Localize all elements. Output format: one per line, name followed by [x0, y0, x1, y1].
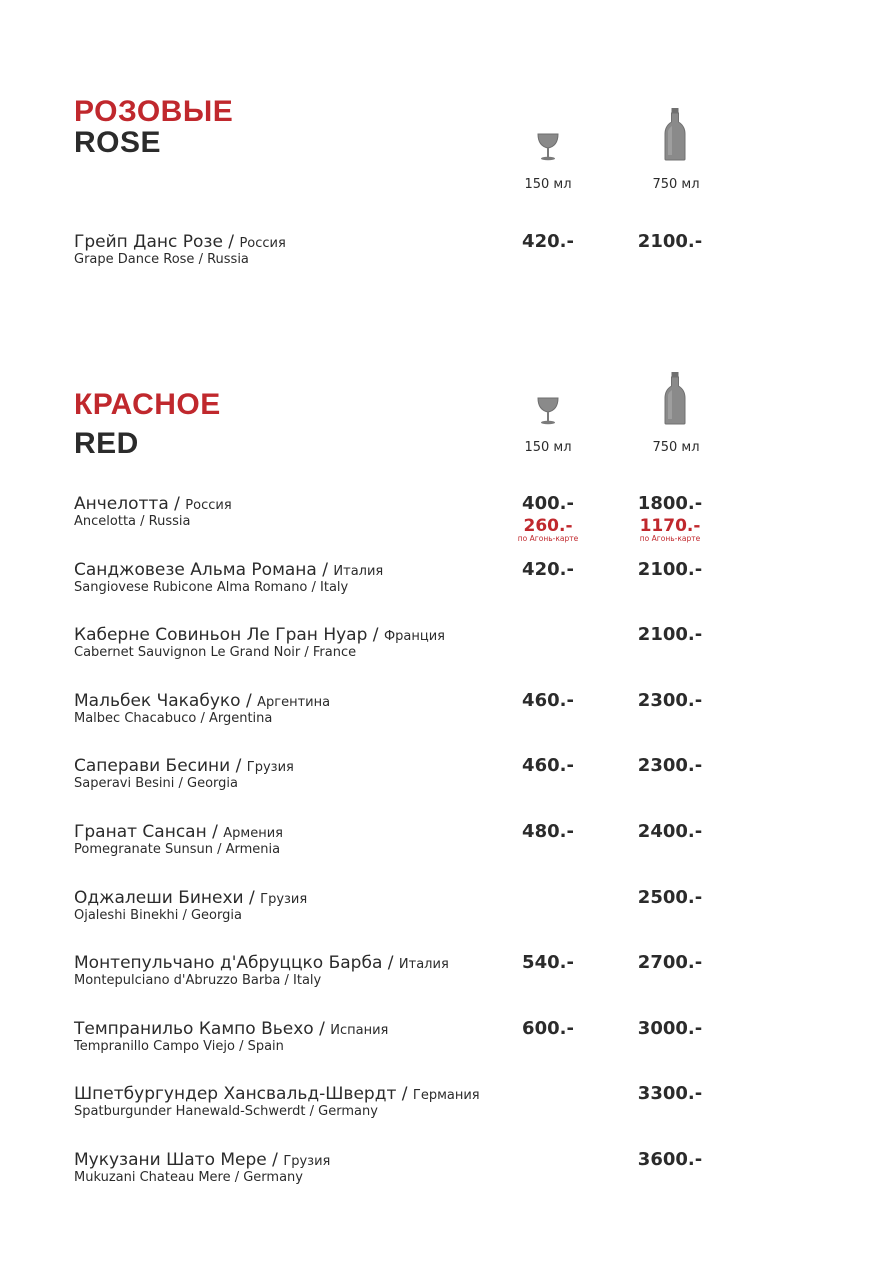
- wine-name-ru: Шпетбургундер Хансвальд-Швердт: [74, 1084, 397, 1104]
- separator: /: [240, 691, 258, 711]
- wine-country: Россия: [185, 498, 232, 513]
- wine-name-en: Sangiovese Rubicone Alma Romano / Italy: [74, 580, 349, 595]
- wine-name: [74, 822, 283, 844]
- glass-price: 600.-: [522, 1018, 574, 1039]
- glass-price: 480.-: [522, 821, 574, 842]
- wine-name: [74, 888, 307, 910]
- wine-name: [74, 625, 445, 647]
- bottle-price: 2700.-: [637, 952, 703, 973]
- wine-name-en: Ojaleshi Binekhi / Georgia: [74, 908, 242, 923]
- wine-name-en: Mukuzani Chateau Mere / Germany: [74, 1170, 303, 1185]
- wine-name-ru: Каберне Совиньон Ле Гран Нуар: [74, 625, 368, 645]
- wine-country: Италия: [333, 564, 384, 579]
- wine-country: Грузия: [246, 760, 294, 775]
- wine-country: Испания: [330, 1023, 389, 1038]
- bottle-price: 3000.-: [637, 1018, 703, 1039]
- wine-name-ru: Саперави Бесини: [74, 756, 231, 776]
- wine-country: Грузия: [260, 892, 308, 907]
- wine-name-ru: Грейп Данс Розе: [74, 232, 223, 252]
- glass-price: 420.-: [522, 559, 574, 580]
- wine-name: [74, 691, 330, 713]
- separator: /: [266, 1150, 284, 1170]
- wine-name: [74, 953, 449, 975]
- bottle-price: 3600.-: [637, 1149, 703, 1170]
- wine-name-en: Saperavi Besini / Georgia: [74, 776, 238, 791]
- wine-name-ru: Монтепульчано д'Абруццко Барба: [74, 953, 383, 973]
- bottle-price: 2100.-: [637, 559, 703, 580]
- wine-bottle-icon: [662, 107, 688, 161]
- red-glass-volume: 150 мл: [524, 440, 572, 455]
- bottle-price: 1800.-: [637, 493, 703, 514]
- wine-name-ru: Анчелотта: [74, 494, 169, 514]
- bottle-price: 2100.-: [637, 231, 703, 252]
- wine-name-en: Spatburgunder Hanewald-Schwerdt / Germany: [74, 1104, 378, 1119]
- wine-country: Грузия: [283, 1154, 331, 1169]
- wine-name-ru: Мукузани Шато Мере: [74, 1150, 267, 1170]
- wine-name-en: Pomegranate Sunsun / Armenia: [74, 842, 281, 857]
- promo-glass-price: 260.-: [523, 516, 573, 536]
- wine-name-ru: Темпранильо Кампо Вьехо: [74, 1019, 314, 1039]
- wine-country: Аргентина: [257, 695, 331, 710]
- wine-country: Германия: [412, 1088, 480, 1103]
- wine-name-en: Montepulciano d'Abruzzo Barba / Italy: [74, 973, 322, 988]
- wine-name-en: Tempranillo Campo Viejo / Spain: [74, 1039, 284, 1054]
- wine-name: [74, 494, 232, 516]
- wine-name: [74, 1019, 388, 1041]
- promo-bottle-price: 1170.-: [639, 516, 701, 536]
- wine-name-en: Grape Dance Rose / Russia: [74, 252, 249, 267]
- wine-name-ru: Оджалеши Бинехи: [74, 888, 244, 908]
- wine-country: Италия: [398, 957, 449, 972]
- separator: /: [396, 1084, 413, 1104]
- bottle-price: 2400.-: [637, 821, 703, 842]
- bottle-price: 2300.-: [637, 755, 703, 776]
- red-title-en: RED: [74, 427, 139, 460]
- wine-name: [74, 1084, 480, 1106]
- bottle-price: 3300.-: [637, 1083, 703, 1104]
- wine-glass-icon: [536, 133, 560, 161]
- separator: /: [243, 888, 261, 908]
- separator: /: [222, 232, 240, 252]
- wine-name-en: Malbec Chacabuco / Argentina: [74, 711, 273, 726]
- rose-glass-volume: 150 мл: [524, 177, 572, 192]
- wine-name-en: Cabernet Sauvignon Le Grand Noir / France: [74, 645, 357, 660]
- separator: /: [316, 560, 334, 580]
- wine-country: Россия: [239, 236, 286, 251]
- bottle-price: 2300.-: [637, 690, 703, 711]
- promo-note: по Агонь-карте: [639, 534, 701, 543]
- separator: /: [382, 953, 399, 973]
- red-title-ru: КРАСНОЕ: [74, 388, 221, 421]
- glass-price: 460.-: [522, 755, 574, 776]
- glass-price: 400.-: [522, 493, 574, 514]
- separator: /: [230, 756, 247, 776]
- glass-price: 540.-: [522, 952, 574, 973]
- wine-bottle-icon: [662, 371, 688, 425]
- wine-glass-icon: [536, 397, 560, 425]
- wine-name: [74, 1150, 330, 1172]
- rose-title-en: ROSE: [74, 126, 162, 159]
- wine-name-ru: Мальбек Чакабуко: [74, 691, 241, 711]
- wine-name: [74, 232, 286, 254]
- wine-name-ru: Санджовезе Альма Романа: [74, 560, 317, 580]
- separator: /: [367, 625, 384, 645]
- bottle-price: 2500.-: [637, 887, 703, 908]
- wine-name-ru: Гранат Сансан: [74, 822, 207, 842]
- wine-name: [74, 756, 294, 778]
- wine-name: [74, 560, 383, 582]
- separator: /: [168, 494, 186, 514]
- red-bottle-volume: 750 мл: [652, 440, 700, 455]
- rose-title-ru: РОЗОВЫЕ: [74, 95, 234, 128]
- wine-country: Франция: [383, 629, 445, 644]
- wine-name-en: Ancelotta / Russia: [74, 514, 191, 529]
- glass-price: 460.-: [522, 690, 574, 711]
- glass-price: 420.-: [522, 231, 574, 252]
- promo-note: по Агонь-карте: [517, 534, 579, 543]
- rose-bottle-volume: 750 мл: [652, 177, 700, 192]
- separator: /: [313, 1019, 331, 1039]
- bottle-price: 2100.-: [637, 624, 703, 645]
- separator: /: [206, 822, 224, 842]
- wine-country: Армения: [223, 826, 283, 841]
